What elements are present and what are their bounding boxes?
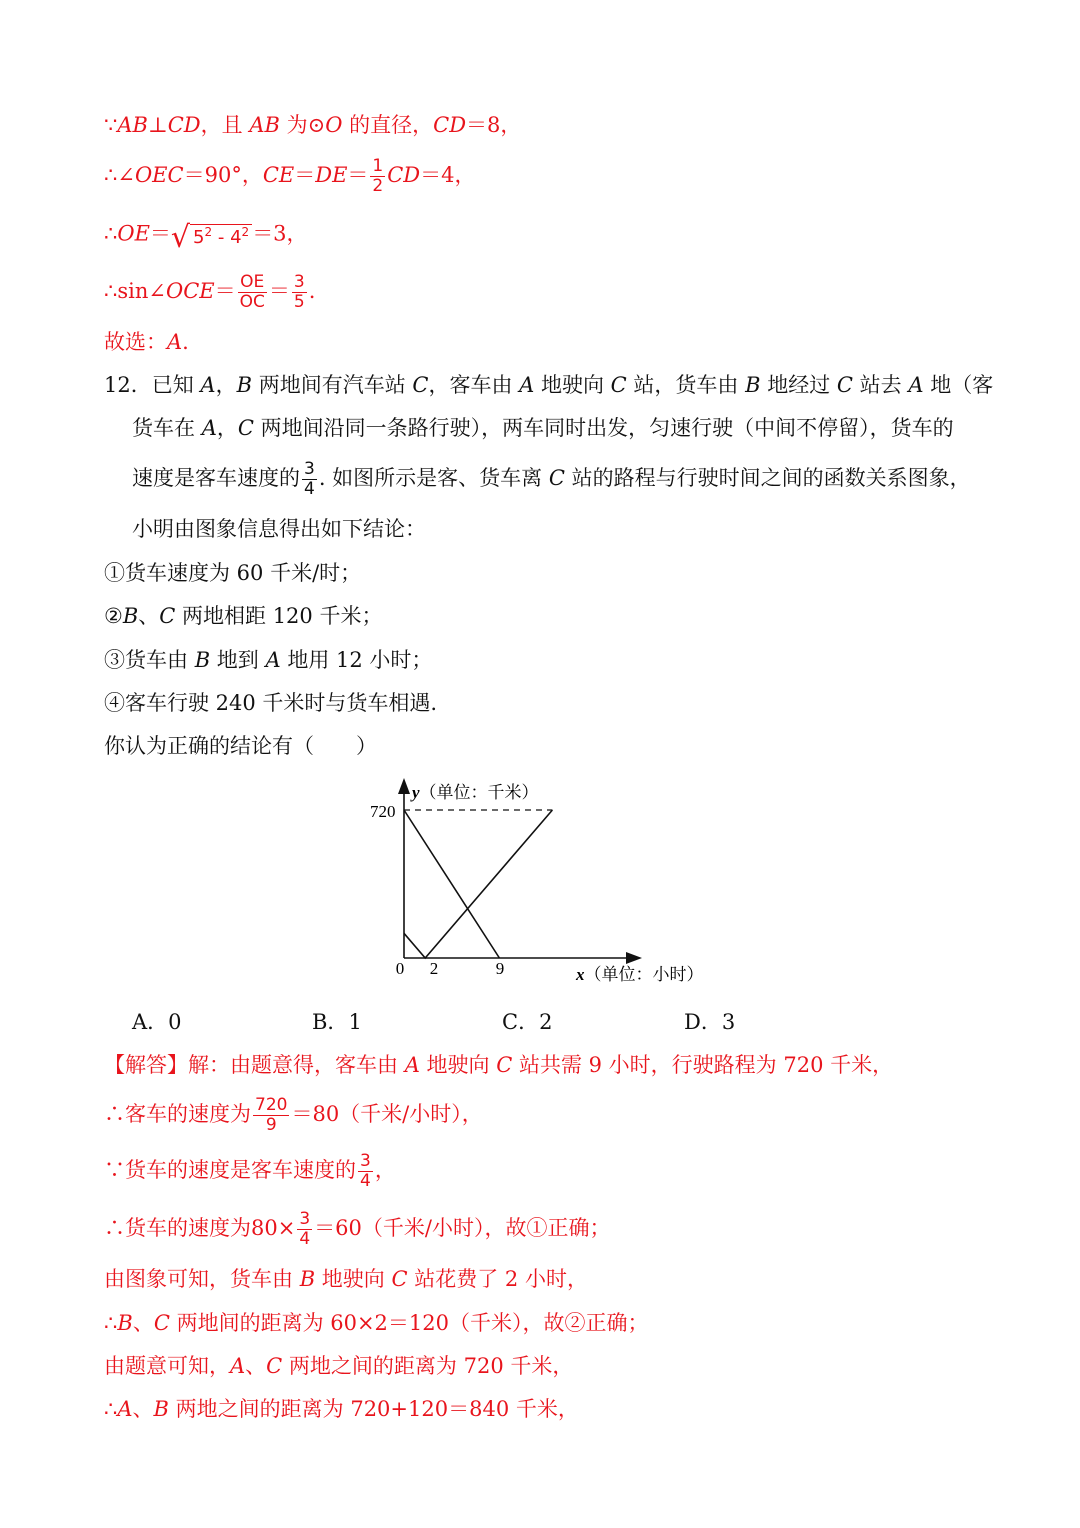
question-line-1: 12．已知 A，B 两地间有汽车站 C，客车由 A 地驶向 C 站，货车由 B 地经过 C 站去 A 地（客: [104, 373, 994, 397]
conclusion-3: ③货车由 B 地到 A 地用 12 小时；: [104, 648, 433, 672]
distance-time-graph: [350, 770, 730, 995]
y-axis-label: y（单位：千米）: [412, 783, 539, 802]
fraction: $\frac{3}{4}$: [360, 1151, 371, 1191]
choice-d: D．3: [684, 1010, 736, 1034]
answer-line-6: ∴B、C 两地间的距离为 60×2＝120（千米），故②正确；: [104, 1311, 649, 1335]
x-tick-0: 0: [395, 959, 405, 978]
conclusion-2: ②B、C 两地相距 120 千米；: [104, 604, 383, 628]
question-line-4: 小明由图象信息得出如下结论：: [132, 517, 426, 541]
answer-line-2: ∴客车的速度为 $\frac{720}{9}$ ＝80（千米/小时），: [104, 1095, 483, 1135]
y-axis-arrow-icon: [398, 778, 410, 794]
y-tick-720: 720: [370, 802, 396, 821]
choice-c: C．2: [502, 1010, 553, 1034]
x-tick-2: 2: [429, 959, 439, 978]
x-axis-label: x（单位：小时）: [576, 965, 704, 984]
question-prompt: 你认为正确的结论有（ ）: [104, 734, 377, 758]
passenger-car-line: [404, 810, 499, 958]
x-axis-arrow-icon: [626, 952, 642, 964]
x-tick-9: 9: [495, 959, 505, 978]
solution-line-4: ∴sin∠OCE＝ $\frac{OE}{OC}$ ＝ $\frac{3}{5}$ .: [104, 272, 316, 312]
freight-truck-line: [404, 810, 552, 958]
choice-b: B．1: [312, 1010, 362, 1034]
choice-a: A．0: [132, 1010, 182, 1034]
solution-answer: 故选：A.: [104, 330, 189, 354]
solution-line-3: ∴OE＝√ $5^2 - 4^2 =3$，: [104, 217, 308, 253]
fraction: $\frac{OE}{OC}$: [239, 272, 265, 312]
answer-line-3: ∵货车的速度是客车速度的 $\frac{3}{4}$ ，: [104, 1151, 396, 1191]
answer-line-1: 【解答】解：由题意得，客车由 A 地驶向 C 站共需 9 小时，行驶路程为 720 千米，: [104, 1053, 894, 1077]
answer-line-4: ∴货车的速度为80× $\frac{3}{4}$ ＝60（千米/小时），故①正确；: [104, 1209, 611, 1249]
fraction: $\frac{3}{4}$: [304, 459, 315, 499]
fraction: $\frac{3}{5}$: [293, 272, 305, 312]
conclusion-1: ①货车速度为 60 千米/时；: [104, 561, 362, 585]
fraction: $\frac{3}{4}$: [299, 1209, 311, 1249]
question-line-2: 货车在 A，C 两地间沿同一条路行驶），两车同时出发，匀速行驶（中间不停留），货车的: [132, 416, 954, 440]
fraction: $\frac{720}{9}$: [255, 1095, 288, 1135]
solution-line-1: ∵AB⊥CD，且 AB 为⊙O 的直径，CD＝8，: [104, 113, 522, 137]
question-line-3: 速度是客车速度的 $\frac{3}{4}$ . 如图所示是客、货车离 C 站的路程与行驶时间之间的函数关系图象，: [132, 459, 971, 499]
answer-line-8: ∴A、B 两地之间的距离为 720+120＝840 千米，: [104, 1397, 579, 1421]
solution-line-2: ∴∠OEC＝90°，CE＝DE＝ $\frac{1}{2}$ CD＝4，: [104, 156, 476, 196]
conclusion-4: ④客车行驶 240 千米时与货车相遇.: [104, 691, 438, 715]
answer-line-7: 由题意可知，A、C 两地之间的距离为 720 千米，: [104, 1354, 574, 1378]
answer-line-5: 由图象可知，货车由 B 地驶向 C 站花费了 2 小时，: [104, 1267, 588, 1291]
fraction: $\frac{1}{2}$: [372, 156, 384, 196]
square-root: √ $5^2 - 4^2$: [171, 217, 252, 253]
